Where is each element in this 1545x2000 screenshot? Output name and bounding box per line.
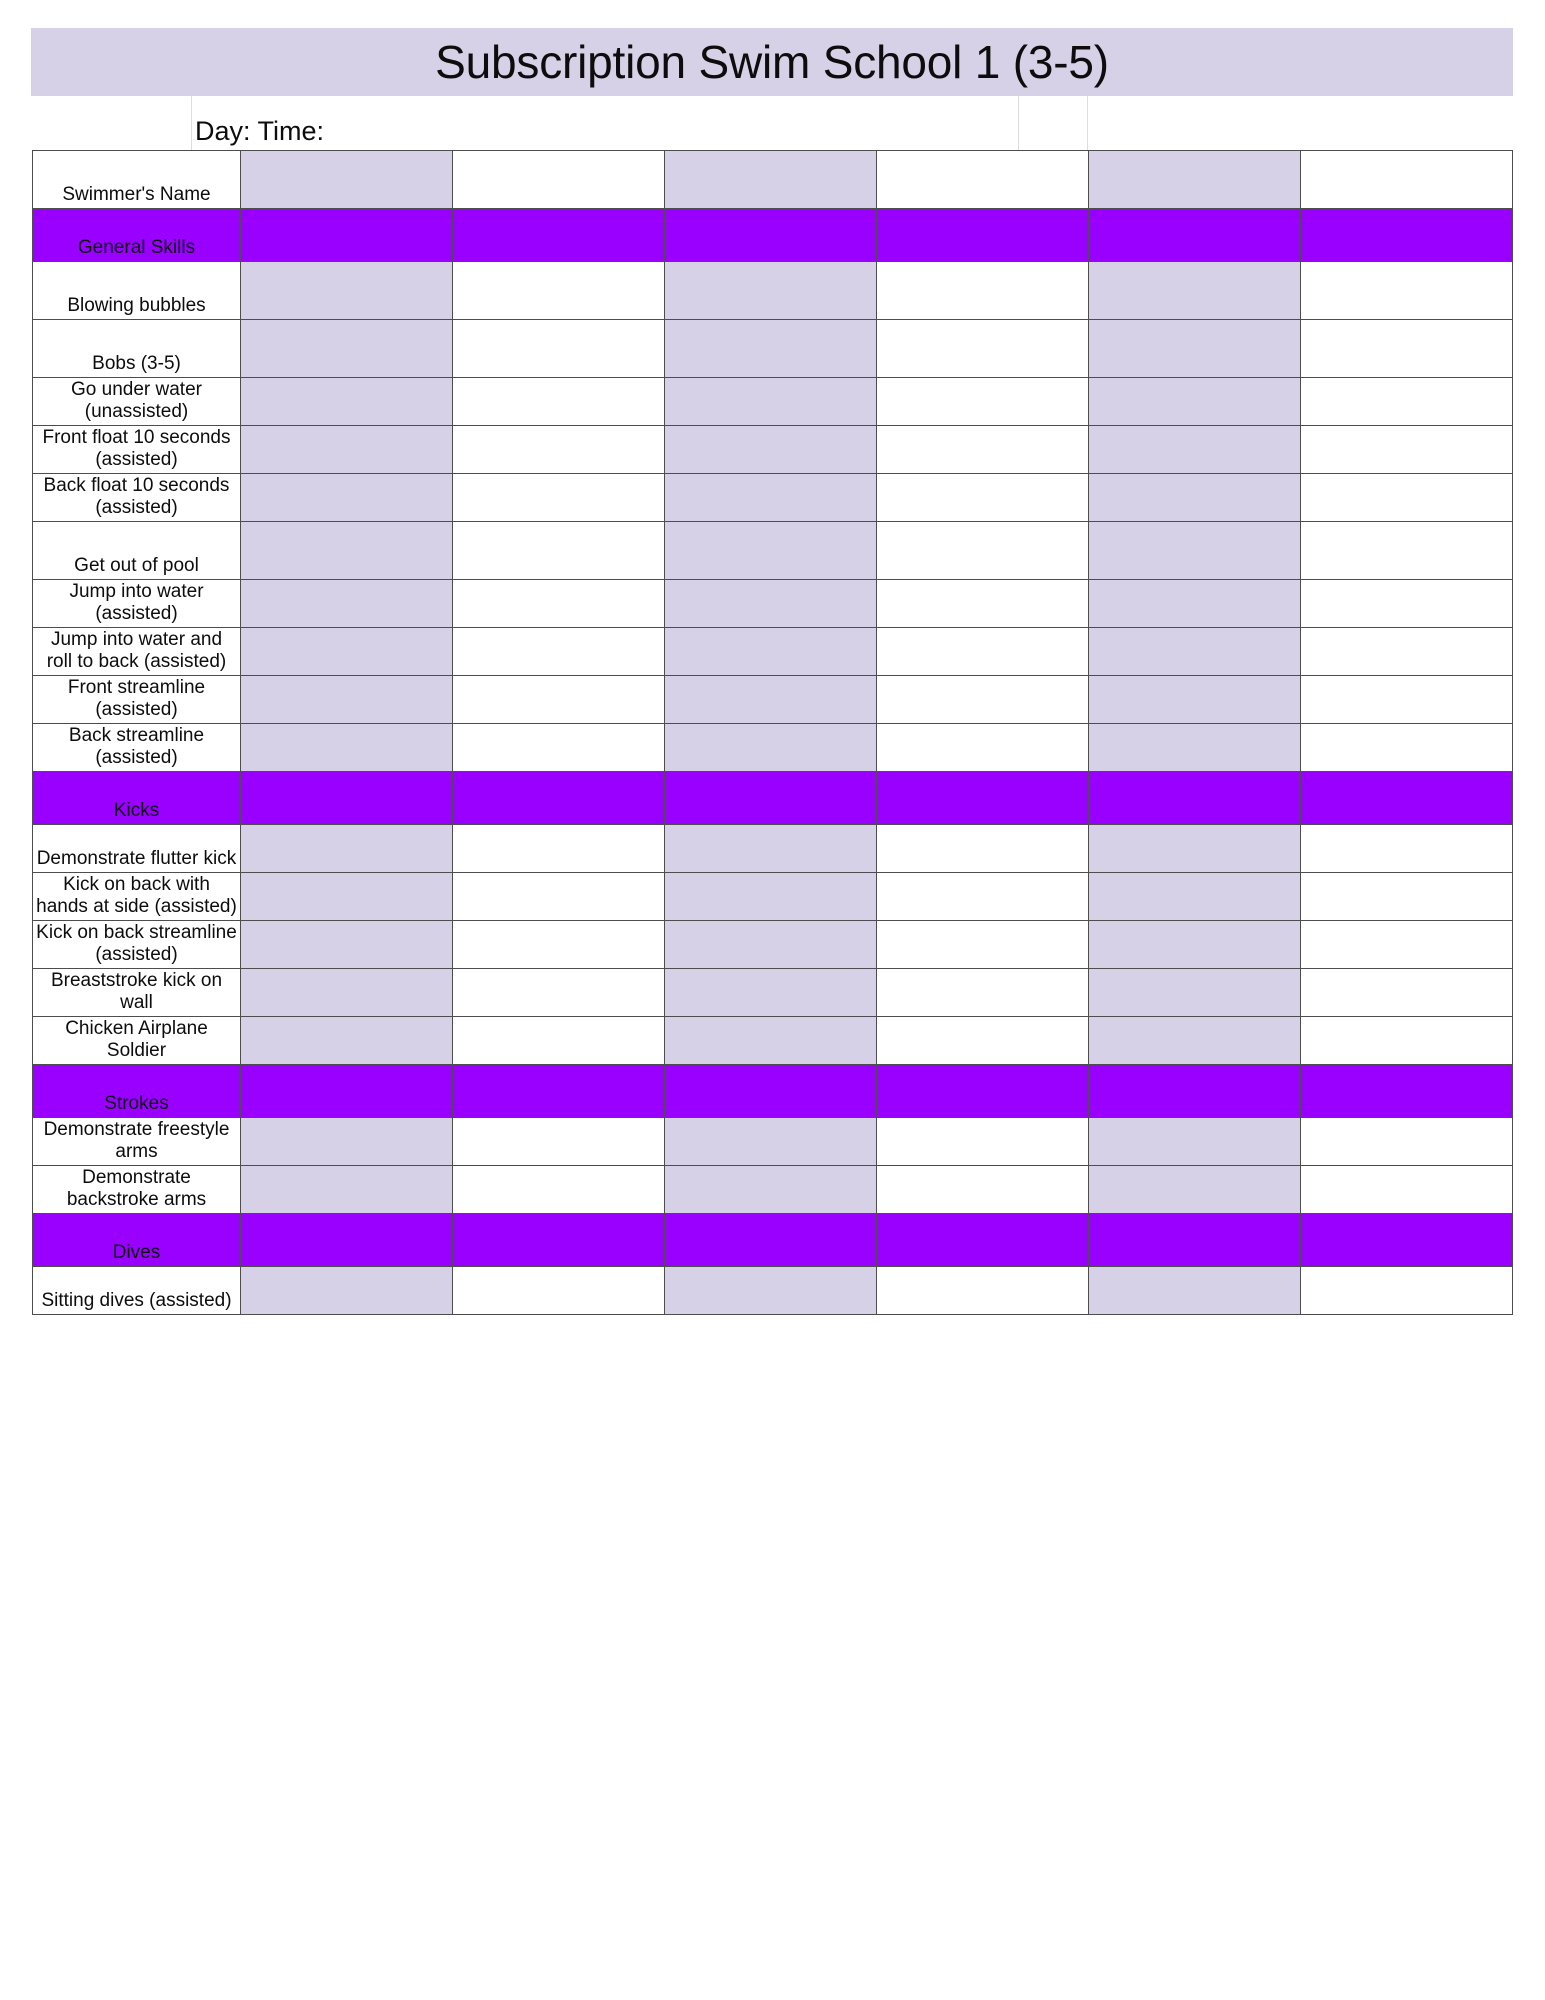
- skill-checkbox-cell[interactable]: [877, 1267, 1089, 1315]
- skill-checkbox-cell[interactable]: [241, 724, 453, 772]
- day-time-label: Day: Time:: [195, 116, 325, 146]
- column-header-row: [33, 151, 1513, 209]
- skill-checkbox-cell[interactable]: [877, 580, 1089, 628]
- skill-row: [33, 580, 1513, 628]
- skill-checkbox-cell[interactable]: [241, 1166, 453, 1214]
- section-spacer-cell: [241, 772, 453, 825]
- skill-checkbox-cell[interactable]: [241, 262, 453, 320]
- day-time-divider-1: [191, 96, 192, 150]
- skill-checkbox-cell[interactable]: [1301, 825, 1513, 873]
- skill-checkbox-cell[interactable]: [1089, 1118, 1301, 1166]
- skill-checkbox-cell[interactable]: [1089, 1166, 1301, 1214]
- skill-checkbox-cell[interactable]: [1089, 825, 1301, 873]
- skill-checkbox-cell[interactable]: [1301, 1017, 1513, 1065]
- skill-checkbox-cell[interactable]: [665, 426, 877, 474]
- skill-label: Sitting dives (assisted): [33, 1267, 241, 1315]
- skill-checkbox-cell[interactable]: [453, 969, 665, 1017]
- skill-row: [33, 522, 1513, 580]
- skill-checkbox-cell[interactable]: [1301, 873, 1513, 921]
- skill-checkbox-cell[interactable]: [1301, 522, 1513, 580]
- skill-checkbox-cell[interactable]: [241, 426, 453, 474]
- section-spacer-cell: [665, 1214, 877, 1267]
- skill-label: Demonstrate backstroke arms: [33, 1166, 241, 1214]
- section-spacer-cell: [1089, 1065, 1301, 1118]
- skill-row: [33, 825, 1513, 873]
- skill-checkbox-cell[interactable]: [453, 262, 665, 320]
- skill-checkbox-cell[interactable]: [453, 151, 665, 209]
- skill-checkbox-cell[interactable]: [665, 676, 877, 724]
- skill-checkbox-cell[interactable]: [241, 1118, 453, 1166]
- skill-checkbox-cell[interactable]: [241, 825, 453, 873]
- section-label: Strokes: [33, 1065, 241, 1118]
- skill-checkbox-cell[interactable]: [1089, 921, 1301, 969]
- skill-checkbox-cell[interactable]: [1301, 1166, 1513, 1214]
- skill-checkbox-cell[interactable]: [877, 825, 1089, 873]
- section-spacer-cell: [665, 1065, 877, 1118]
- skill-checkbox-cell[interactable]: [1301, 1267, 1513, 1315]
- skill-checkbox-cell[interactable]: [877, 628, 1089, 676]
- skill-checkbox-cell[interactable]: [1301, 1118, 1513, 1166]
- skill-checkbox-cell[interactable]: [1301, 724, 1513, 772]
- section-spacer-cell: [1301, 772, 1513, 825]
- skill-row: [33, 1166, 1513, 1214]
- skill-checkbox-cell[interactable]: [877, 1166, 1089, 1214]
- section-header-row: [33, 772, 1513, 825]
- skill-row: [33, 262, 1513, 320]
- skill-checkbox-cell[interactable]: [665, 320, 877, 378]
- section-spacer-cell: [453, 1065, 665, 1118]
- skill-row: [33, 1017, 1513, 1065]
- skill-checkbox-cell[interactable]: [665, 378, 877, 426]
- section-spacer-cell: [1089, 209, 1301, 262]
- skill-checkbox-cell[interactable]: [241, 1267, 453, 1315]
- skill-checkbox-cell[interactable]: [1089, 628, 1301, 676]
- section-spacer-cell: [453, 772, 665, 825]
- skill-label: Demonstrate flutter kick: [33, 825, 241, 873]
- skill-label: Bobs (3-5): [33, 320, 241, 378]
- skill-label: Back float 10 seconds (assisted): [33, 474, 241, 522]
- skills-checklist-body: [33, 151, 1513, 1315]
- skill-checkbox-cell[interactable]: [1089, 873, 1301, 921]
- skill-checkbox-cell[interactable]: [1089, 474, 1301, 522]
- skill-checkbox-cell[interactable]: [877, 151, 1089, 209]
- skill-checkbox-cell[interactable]: [1089, 724, 1301, 772]
- skill-label: Get out of pool: [33, 522, 241, 580]
- skill-checkbox-cell[interactable]: [1089, 1267, 1301, 1315]
- skill-checkbox-cell[interactable]: [1301, 969, 1513, 1017]
- skill-checkbox-cell[interactable]: [1301, 378, 1513, 426]
- skill-checkbox-cell[interactable]: [665, 825, 877, 873]
- skill-checkbox-cell[interactable]: [877, 676, 1089, 724]
- skill-checkbox-cell[interactable]: [1301, 262, 1513, 320]
- skill-checkbox-cell[interactable]: [241, 676, 453, 724]
- skill-checkbox-cell[interactable]: [453, 1166, 665, 1214]
- skill-checkbox-cell[interactable]: [1301, 151, 1513, 209]
- skill-checkbox-cell[interactable]: [453, 825, 665, 873]
- section-spacer-cell: [877, 1065, 1089, 1118]
- skill-checkbox-cell[interactable]: [1089, 522, 1301, 580]
- skill-checkbox-cell[interactable]: [665, 724, 877, 772]
- skill-checkbox-cell[interactable]: [241, 873, 453, 921]
- skill-row: [33, 921, 1513, 969]
- skill-checkbox-cell[interactable]: [877, 378, 1089, 426]
- skill-label: Go under water (unassisted): [33, 378, 241, 426]
- skill-checkbox-cell[interactable]: [665, 580, 877, 628]
- day-time-row: [31, 96, 1513, 150]
- skill-checkbox-cell[interactable]: [241, 921, 453, 969]
- skill-checkbox-cell[interactable]: [665, 474, 877, 522]
- skill-label: Blowing bubbles: [33, 262, 241, 320]
- skill-checkbox-cell[interactable]: [665, 969, 877, 1017]
- section-spacer-cell: [1089, 772, 1301, 825]
- section-spacer-cell: [453, 209, 665, 262]
- skill-checkbox-cell[interactable]: [241, 151, 453, 209]
- section-spacer-cell: [665, 772, 877, 825]
- skill-checkbox-cell[interactable]: [1301, 628, 1513, 676]
- skill-row: [33, 426, 1513, 474]
- skill-label: Chicken Airplane Soldier: [33, 1017, 241, 1065]
- skill-checkbox-cell[interactable]: [665, 151, 877, 209]
- skill-checkbox-cell[interactable]: [241, 580, 453, 628]
- section-spacer-cell: [877, 1214, 1089, 1267]
- section-label: Kicks: [33, 772, 241, 825]
- skill-checkbox-cell[interactable]: [453, 921, 665, 969]
- section-spacer-cell: [877, 772, 1089, 825]
- skill-checkbox-cell[interactable]: [1301, 921, 1513, 969]
- skill-checkbox-cell[interactable]: [1301, 580, 1513, 628]
- skill-checkbox-cell[interactable]: [241, 969, 453, 1017]
- skill-checkbox-cell[interactable]: [1089, 580, 1301, 628]
- section-spacer-cell: [1089, 1214, 1301, 1267]
- section-spacer-cell: [241, 1214, 453, 1267]
- skill-checkbox-cell[interactable]: [1089, 676, 1301, 724]
- sheet-title-banner: [31, 28, 1513, 96]
- swimmer-name-header: Swimmer's Name: [33, 151, 241, 209]
- skill-checkbox-cell[interactable]: [241, 628, 453, 676]
- skill-row: [33, 378, 1513, 426]
- skill-label: Front streamline (assisted): [33, 676, 241, 724]
- skill-checkbox-cell[interactable]: [453, 724, 665, 772]
- skill-checkbox-cell[interactable]: [1089, 1017, 1301, 1065]
- skill-checkbox-cell[interactable]: [877, 522, 1089, 580]
- skill-checkbox-cell[interactable]: [665, 1017, 877, 1065]
- section-spacer-cell: [241, 1065, 453, 1118]
- skill-label: Front float 10 seconds (assisted): [33, 426, 241, 474]
- section-spacer-cell: [1301, 1214, 1513, 1267]
- skill-row: [33, 676, 1513, 724]
- skill-checkbox-cell[interactable]: [453, 873, 665, 921]
- skill-label: Jump into water and roll to back (assisted): [33, 628, 241, 676]
- skill-checkbox-cell[interactable]: [453, 474, 665, 522]
- day-time-divider-2: [1018, 96, 1019, 150]
- skill-checkbox-cell[interactable]: [665, 262, 877, 320]
- skill-checkbox-cell[interactable]: [877, 724, 1089, 772]
- skill-checkbox-cell[interactable]: [453, 1118, 665, 1166]
- skill-checkbox-cell[interactable]: [877, 262, 1089, 320]
- skill-checkbox-cell[interactable]: [453, 1267, 665, 1315]
- skill-row: [33, 724, 1513, 772]
- skill-checkbox-cell[interactable]: [241, 378, 453, 426]
- skill-checkbox-cell[interactable]: [665, 628, 877, 676]
- section-spacer-cell: [1301, 209, 1513, 262]
- skill-checkbox-cell[interactable]: [453, 522, 665, 580]
- skill-checkbox-cell[interactable]: [1301, 676, 1513, 724]
- skill-checkbox-cell[interactable]: [877, 969, 1089, 1017]
- day-time-divider-3: [1087, 96, 1088, 150]
- section-label: Dives: [33, 1214, 241, 1267]
- skill-checkbox-cell[interactable]: [453, 628, 665, 676]
- skill-checkbox-cell[interactable]: [665, 1166, 877, 1214]
- skill-checkbox-cell[interactable]: [877, 1017, 1089, 1065]
- skill-checkbox-cell[interactable]: [453, 1017, 665, 1065]
- skill-label: Back streamline (assisted): [33, 724, 241, 772]
- section-label: General Skills: [33, 209, 241, 262]
- skill-checkbox-cell[interactable]: [241, 1017, 453, 1065]
- skill-checkbox-cell[interactable]: [1089, 426, 1301, 474]
- skill-checkbox-cell[interactable]: [1089, 262, 1301, 320]
- skill-checkbox-cell[interactable]: [453, 580, 665, 628]
- section-spacer-cell: [877, 209, 1089, 262]
- skill-checkbox-cell[interactable]: [1089, 151, 1301, 209]
- skill-row: [33, 1267, 1513, 1315]
- skill-row: [33, 969, 1513, 1017]
- section-header-row: [33, 209, 1513, 262]
- skill-checkbox-cell[interactable]: [1089, 320, 1301, 378]
- skill-checkbox-cell[interactable]: [453, 426, 665, 474]
- skill-checkbox-cell[interactable]: [877, 921, 1089, 969]
- skill-checkbox-cell[interactable]: [665, 1267, 877, 1315]
- skill-checkbox-cell[interactable]: [877, 320, 1089, 378]
- skill-row: [33, 628, 1513, 676]
- skill-checkbox-cell[interactable]: [665, 873, 877, 921]
- skill-checkbox-cell[interactable]: [877, 426, 1089, 474]
- skill-label: Demonstrate freestyle arms: [33, 1118, 241, 1166]
- skills-checklist-table: [32, 150, 1513, 1315]
- section-spacer-cell: [241, 209, 453, 262]
- skill-checkbox-cell[interactable]: [453, 320, 665, 378]
- skill-checkbox-cell[interactable]: [877, 1118, 1089, 1166]
- skill-checkbox-cell[interactable]: [453, 378, 665, 426]
- skill-checkbox-cell[interactable]: [665, 522, 877, 580]
- skill-checkbox-cell[interactable]: [241, 320, 453, 378]
- skill-checkbox-cell[interactable]: [1089, 969, 1301, 1017]
- skill-row: [33, 873, 1513, 921]
- skill-checkbox-cell[interactable]: [241, 522, 453, 580]
- skill-checkbox-cell[interactable]: [665, 921, 877, 969]
- skill-checkbox-cell[interactable]: [1301, 474, 1513, 522]
- skill-label: Jump into water (assisted): [33, 580, 241, 628]
- skill-label: Kick on back streamline (assisted): [33, 921, 241, 969]
- section-spacer-cell: [665, 209, 877, 262]
- skill-checkbox-cell[interactable]: [877, 474, 1089, 522]
- page-title: Subscription Swim School 1 (3-5): [435, 36, 1109, 88]
- section-header-row: [33, 1065, 1513, 1118]
- skill-checkbox-cell[interactable]: [241, 474, 453, 522]
- skill-checkbox-cell[interactable]: [1301, 320, 1513, 378]
- skill-label: Breaststroke kick on wall: [33, 969, 241, 1017]
- skill-checkbox-cell[interactable]: [453, 676, 665, 724]
- skill-checkbox-cell[interactable]: [1089, 378, 1301, 426]
- skill-row: [33, 1118, 1513, 1166]
- skill-row: [33, 320, 1513, 378]
- skill-checkbox-cell[interactable]: [877, 873, 1089, 921]
- skill-row: [33, 474, 1513, 522]
- section-spacer-cell: [453, 1214, 665, 1267]
- skill-label: Kick on back with hands at side (assisted): [33, 873, 241, 921]
- skill-checkbox-cell[interactable]: [665, 1118, 877, 1166]
- skill-checkbox-cell[interactable]: [1301, 426, 1513, 474]
- section-spacer-cell: [1301, 1065, 1513, 1118]
- section-header-row: [33, 1214, 1513, 1267]
